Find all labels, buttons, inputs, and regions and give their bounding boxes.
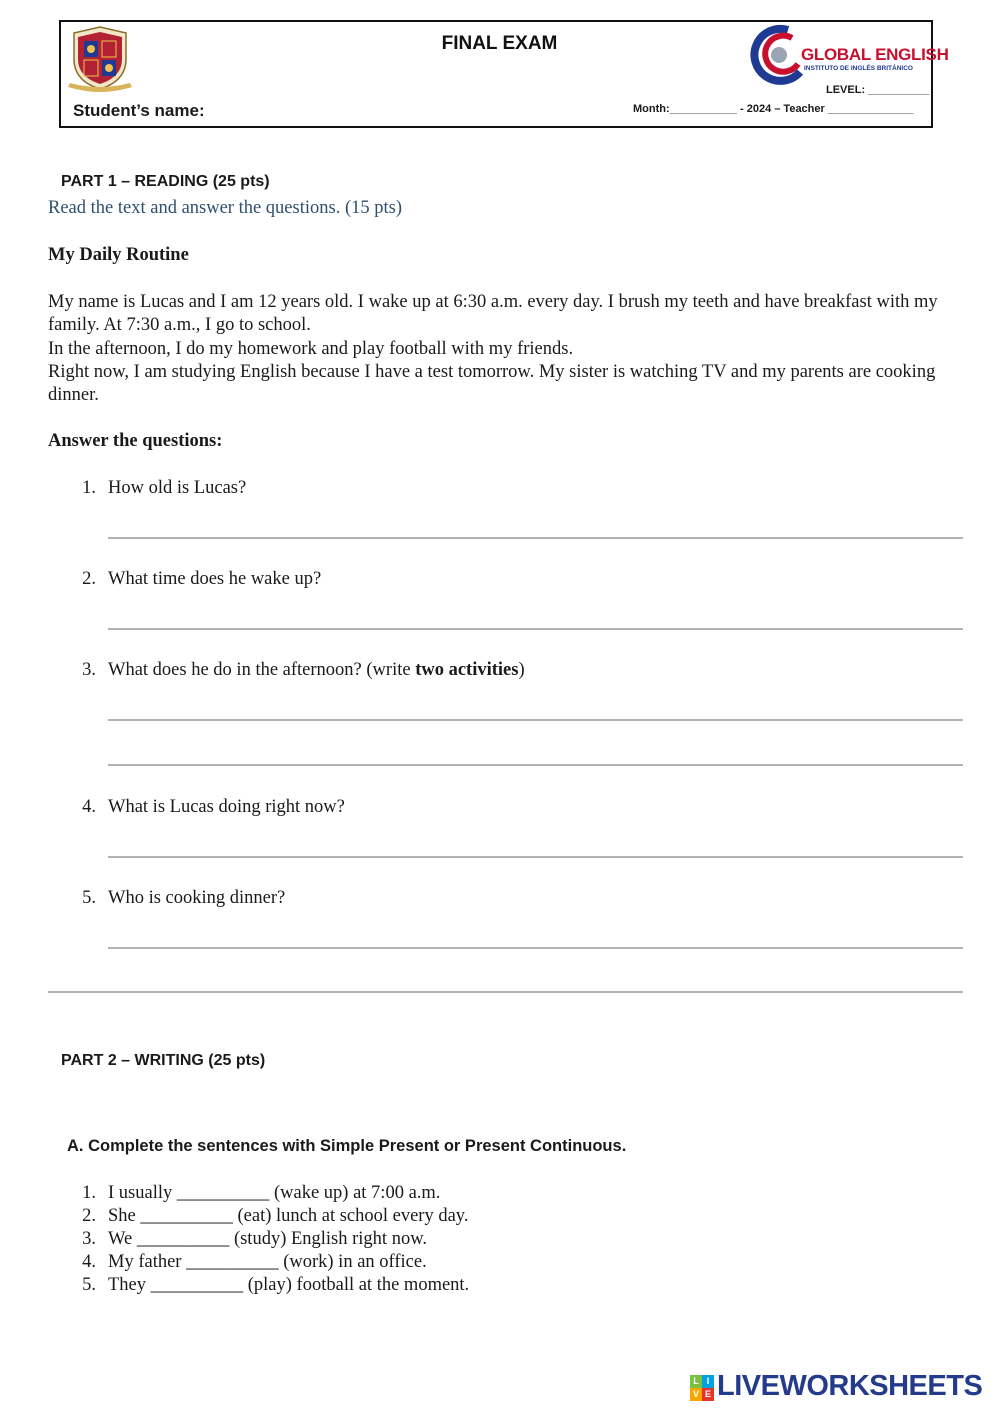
liveworksheets-wordmark: LIVEWORKSHEETS <box>717 1370 983 1402</box>
question-number: 4. <box>82 797 96 817</box>
story-title: My Daily Routine <box>48 245 189 265</box>
month-teacher-field: Month:___________ - 2024 – Teacher ______________ <box>633 103 914 115</box>
exam-title: FINAL EXAM <box>441 33 558 54</box>
question-number: 3. <box>82 660 96 680</box>
sentence-2 <box>0 1206 999 1229</box>
liveworksheets-logo <box>690 1370 990 1406</box>
answer-line-5[interactable] <box>108 947 963 949</box>
question-number: 5. <box>82 888 96 908</box>
story-paragraph: Right now, I am studying English because I have a test tomorrow. My sister is watching TV and my parents are cooking dinner. <box>48 361 936 406</box>
sentence-number: 1. <box>82 1183 96 1203</box>
question-number: 2. <box>82 569 96 589</box>
question-4 <box>0 797 999 821</box>
section-a-instruction: A. Complete the sentences with Simple Present or Present Continuous. <box>67 1137 627 1155</box>
answer-line-1[interactable] <box>108 537 963 539</box>
question-3 <box>0 660 999 684</box>
badge-letter: L <box>690 1375 702 1388</box>
story-paragraph: My name is Lucas and I am 12 years old. I wake up at 6:30 a.m. every day. I brush my teeth and have breakfast with my family. At 7:30 a.m., I go to school. <box>48 292 938 336</box>
sentence-4 <box>0 1252 999 1275</box>
question-number: 1. <box>82 478 96 498</box>
sentence-text: I usually __________ (wake up) at 7:00 a.m. <box>108 1183 441 1203</box>
badge-letter: E <box>702 1388 714 1401</box>
sentence-1 <box>0 1183 999 1206</box>
question-text-emphasis: two activities <box>415 660 519 680</box>
question-1 <box>0 478 999 502</box>
story-paragraph: In the afternoon, I do my homework and play football with my friends. <box>48 338 574 359</box>
logo-subtext: INSTITUTO DE INGLÉS BRITÁNICO <box>804 65 913 72</box>
question-text: How old is Lucas? <box>108 478 247 498</box>
liveworksheets-badge-icon <box>690 1375 714 1401</box>
answer-line-4[interactable] <box>108 856 963 858</box>
answer-line-3a[interactable] <box>108 719 963 721</box>
question-text <box>108 660 525 681</box>
answer-questions-title: Answer the questions: <box>48 431 223 451</box>
badge-letter: V <box>690 1388 702 1401</box>
question-text: What is Lucas doing right now? <box>108 797 345 817</box>
question-text: Who is cooking dinner? <box>108 888 286 908</box>
question-2 <box>0 569 999 593</box>
global-english-logo <box>748 24 949 86</box>
sentence-5 <box>0 1275 999 1298</box>
part2-title: PART 2 – WRITING (25 pts) <box>61 1052 266 1069</box>
question-5 <box>0 888 999 912</box>
badge-letter: I <box>702 1375 714 1388</box>
sentence-number: 3. <box>82 1229 96 1249</box>
question-text: What time does he wake up? <box>108 569 322 589</box>
level-field: LEVEL: __________ <box>826 84 930 96</box>
sentence-text: My father __________ (work) in an office. <box>108 1252 427 1272</box>
answer-line-2[interactable] <box>108 628 963 630</box>
sentence-text: She __________ (eat) lunch at school every day. <box>108 1206 469 1226</box>
reading-instruction: Read the text and answer the questions. (15 pts) <box>48 198 402 218</box>
question-text-start: What does he do in the afternoon? (write <box>108 660 416 680</box>
story-text <box>48 291 953 407</box>
answer-line-3b[interactable] <box>108 764 963 766</box>
sentence-text: We __________ (study) English right now. <box>108 1229 427 1249</box>
sentence-number: 5. <box>82 1275 96 1295</box>
student-name-label: Student’s name: <box>73 101 205 120</box>
logo-text: GLOBAL ENGLISH <box>801 45 949 64</box>
sentence-text: They __________ (play) football at the moment. <box>108 1275 470 1295</box>
part1-title: PART 1 – READING (25 pts) <box>61 173 270 190</box>
section-divider <box>48 991 963 993</box>
question-text-end: ) <box>518 660 525 680</box>
sentence-3 <box>0 1229 999 1252</box>
sentence-number: 2. <box>82 1206 96 1226</box>
sentence-number: 4. <box>82 1252 96 1272</box>
